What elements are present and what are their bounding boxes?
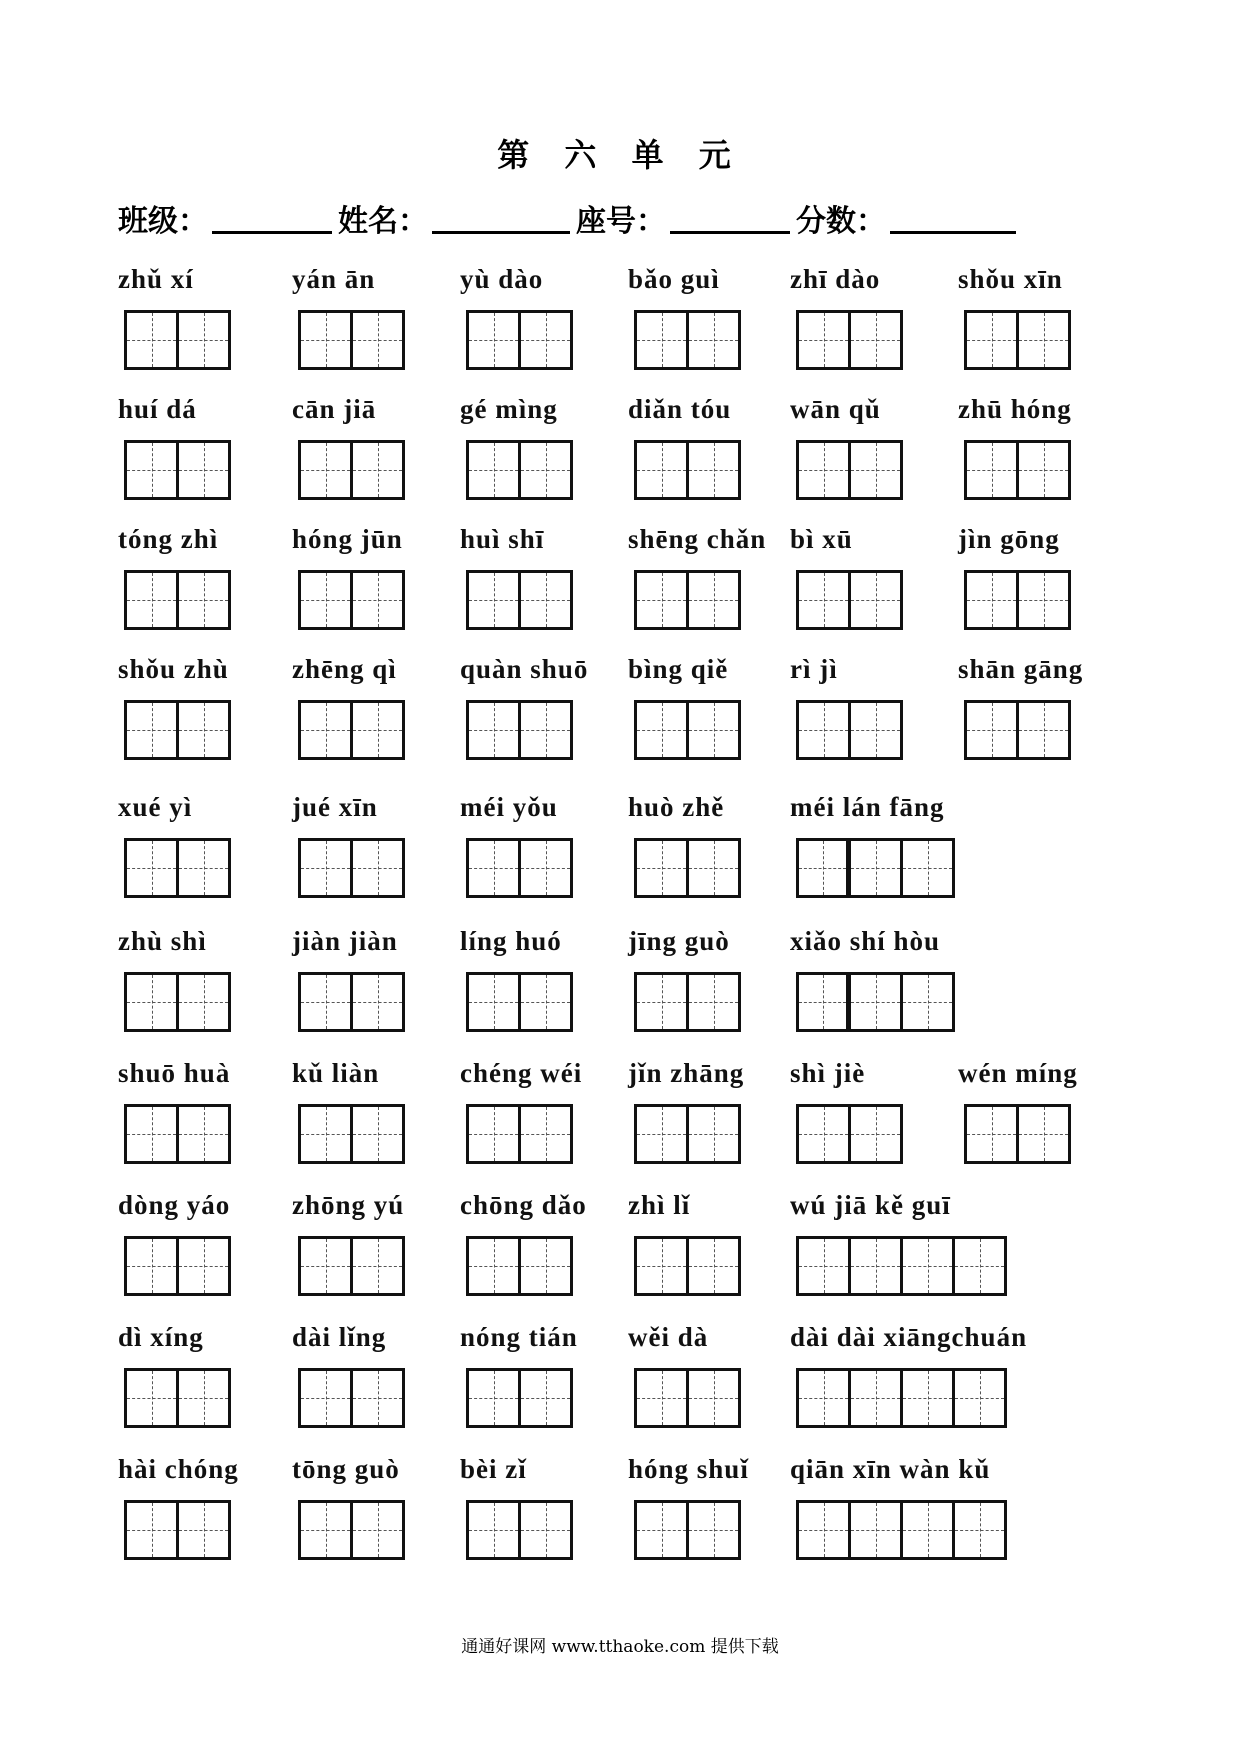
pinyin-label: xué yì — [118, 792, 193, 822]
fill-in-blank[interactable] — [432, 231, 570, 234]
pinyin-label: tóng zhì — [118, 524, 219, 554]
character-box[interactable] — [521, 1239, 573, 1293]
pinyin-label: xiǎo shí hòu — [790, 926, 941, 956]
pinyin-label: shuō huà — [118, 1058, 231, 1088]
character-box[interactable] — [799, 313, 851, 367]
pinyin-label: jǐn zhāng — [628, 1058, 745, 1088]
pinyin-label: bèi zǐ — [460, 1454, 527, 1484]
writing-grid[interactable] — [634, 1236, 741, 1296]
writing-grid[interactable] — [796, 1236, 1007, 1296]
pinyin-label: jué xīn — [292, 792, 378, 822]
pinyin-label: yù dào — [460, 264, 544, 294]
info-field-label: 分数： — [796, 204, 886, 239]
pinyin-label: quàn shuō — [460, 654, 589, 684]
character-box[interactable] — [469, 573, 521, 627]
writing-grid[interactable] — [964, 700, 1071, 760]
writing-grid[interactable] — [796, 1104, 903, 1164]
character-box[interactable] — [1019, 1107, 1071, 1161]
character-box[interactable] — [301, 703, 353, 757]
character-box[interactable] — [179, 313, 231, 367]
writing-grid[interactable] — [796, 310, 903, 370]
character-box[interactable] — [955, 1239, 1007, 1293]
pinyin-label: bǎo guì — [628, 264, 720, 294]
character-box[interactable] — [637, 975, 689, 1029]
writing-grid[interactable] — [634, 1368, 741, 1428]
character-box[interactable] — [689, 573, 741, 627]
writing-grid[interactable] — [634, 310, 741, 370]
character-box[interactable] — [689, 1371, 741, 1425]
character-box[interactable] — [1019, 573, 1071, 627]
character-box[interactable] — [521, 1107, 573, 1161]
character-box[interactable] — [469, 313, 521, 367]
writing-grid[interactable] — [124, 1368, 231, 1428]
writing-grid[interactable] — [466, 1104, 573, 1164]
pinyin-label: wān qǔ — [790, 394, 881, 424]
writing-grid[interactable] — [298, 1500, 405, 1560]
pinyin-label: cān jiā — [292, 394, 377, 424]
character-box[interactable] — [353, 313, 405, 367]
writing-grid[interactable] — [298, 440, 405, 500]
pinyin-label: dòng yáo — [118, 1190, 231, 1220]
character-box[interactable] — [637, 1371, 689, 1425]
character-box[interactable] — [689, 841, 741, 895]
pinyin-label: huí dá — [118, 394, 197, 424]
character-box[interactable] — [353, 975, 405, 1029]
character-box[interactable] — [469, 1503, 521, 1557]
character-box[interactable] — [469, 443, 521, 497]
character-box[interactable] — [851, 703, 903, 757]
info-field — [118, 196, 338, 240]
character-box[interactable] — [967, 1107, 1019, 1161]
writing-grid[interactable] — [466, 310, 573, 370]
character-box[interactable] — [353, 573, 405, 627]
character-box[interactable] — [1019, 703, 1071, 757]
character-box[interactable] — [469, 1371, 521, 1425]
writing-grid[interactable] — [964, 1104, 1071, 1164]
writing-grid[interactable] — [466, 570, 573, 630]
pinyin-label: shì jiè — [790, 1058, 866, 1088]
character-box[interactable] — [967, 703, 1019, 757]
character-box[interactable] — [903, 1503, 955, 1557]
writing-grid[interactable] — [634, 570, 741, 630]
character-box[interactable] — [851, 975, 903, 1029]
writing-grid[interactable] — [964, 310, 1071, 370]
character-box[interactable] — [689, 443, 741, 497]
character-box[interactable] — [127, 573, 179, 627]
fill-in-blank[interactable] — [212, 231, 332, 234]
character-box[interactable] — [301, 313, 353, 367]
pinyin-label: jiàn jiàn — [292, 926, 398, 956]
info-field-label: 座号： — [576, 204, 666, 239]
writing-grid[interactable] — [796, 700, 903, 760]
writing-grid[interactable] — [298, 838, 405, 898]
writing-grid[interactable] — [298, 700, 405, 760]
character-box[interactable] — [851, 313, 903, 367]
writing-grid[interactable] — [964, 570, 1071, 630]
pinyin-label: tōng guò — [292, 1454, 400, 1484]
character-box[interactable] — [799, 1239, 851, 1293]
character-box[interactable] — [301, 975, 353, 1029]
character-box[interactable] — [127, 1107, 179, 1161]
character-box[interactable] — [637, 841, 689, 895]
character-box[interactable] — [689, 975, 741, 1029]
pinyin-label: shǒu xīn — [958, 264, 1063, 294]
writing-grid[interactable] — [124, 972, 231, 1032]
character-box[interactable] — [469, 1239, 521, 1293]
character-box[interactable] — [903, 1371, 955, 1425]
character-box[interactable] — [127, 1239, 179, 1293]
character-box[interactable] — [689, 1503, 741, 1557]
character-box[interactable] — [353, 1503, 405, 1557]
character-box[interactable] — [301, 573, 353, 627]
character-box[interactable] — [179, 841, 231, 895]
pinyin-label: hóng jūn — [292, 524, 403, 554]
character-box[interactable] — [637, 573, 689, 627]
character-box[interactable] — [851, 1371, 903, 1425]
character-box[interactable] — [689, 703, 741, 757]
writing-grid[interactable] — [124, 1236, 231, 1296]
page-title: 第 六 单 元 — [497, 136, 743, 174]
writing-grid[interactable] — [124, 310, 231, 370]
character-box[interactable] — [179, 1239, 231, 1293]
character-box[interactable] — [301, 841, 353, 895]
pinyin-label: qiān xīn wàn kǔ — [790, 1454, 991, 1484]
writing-grid[interactable] — [466, 972, 573, 1032]
pinyin-label: jìn gōng — [958, 524, 1060, 554]
character-box[interactable] — [179, 443, 231, 497]
info-field-label: 班级： — [118, 204, 208, 239]
fill-in-blank[interactable] — [890, 231, 1016, 234]
writing-grid[interactable] — [634, 440, 741, 500]
writing-grid[interactable] — [466, 838, 573, 898]
character-box[interactable] — [521, 573, 573, 627]
pinyin-label: wú jiā kě guī — [790, 1190, 951, 1220]
writing-grid[interactable] — [796, 1500, 1007, 1560]
character-box[interactable] — [179, 703, 231, 757]
info-field-label: 姓名： — [338, 204, 428, 239]
pinyin-label: gé mìng — [460, 394, 558, 424]
writing-grid[interactable] — [796, 440, 903, 500]
pinyin-label: dì xíng — [118, 1322, 204, 1352]
character-box[interactable] — [469, 1107, 521, 1161]
character-box[interactable] — [689, 1239, 741, 1293]
pinyin-label: rì jì — [790, 654, 838, 684]
character-box[interactable] — [469, 703, 521, 757]
writing-grid[interactable] — [298, 1368, 405, 1428]
character-box[interactable] — [903, 1239, 955, 1293]
writing-grid[interactable] — [796, 838, 955, 898]
character-box[interactable] — [851, 1503, 903, 1557]
pinyin-label: zhōng yú — [292, 1190, 405, 1220]
writing-grid[interactable] — [796, 570, 903, 630]
character-box[interactable] — [637, 1503, 689, 1557]
pinyin-label: yán ān — [292, 264, 376, 294]
character-box[interactable] — [353, 1239, 405, 1293]
character-box[interactable] — [1019, 443, 1071, 497]
character-box[interactable] — [301, 443, 353, 497]
character-box[interactable] — [799, 975, 851, 1029]
character-box[interactable] — [955, 1503, 1007, 1557]
character-box[interactable] — [521, 443, 573, 497]
footer-credit: 通通好课网 www.tthaoke.com 提供下载 — [461, 1637, 779, 1657]
pinyin-label: chōng dǎo — [460, 1190, 587, 1220]
pinyin-label: bì xū — [790, 524, 853, 554]
character-box[interactable] — [521, 703, 573, 757]
info-field — [338, 196, 576, 240]
character-box[interactable] — [903, 841, 955, 895]
character-box[interactable] — [637, 443, 689, 497]
student-info-line — [118, 196, 1128, 240]
character-box[interactable] — [127, 443, 179, 497]
character-box[interactable] — [521, 975, 573, 1029]
pinyin-label: dài dài xiāngchuán — [790, 1322, 1028, 1352]
character-box[interactable] — [637, 1239, 689, 1293]
pinyin-label: bìng qiě — [628, 654, 729, 684]
pinyin-label: méi yǒu — [460, 792, 558, 822]
character-box[interactable] — [799, 443, 851, 497]
character-box[interactable] — [301, 1503, 353, 1557]
character-box[interactable] — [179, 573, 231, 627]
writing-grid[interactable] — [634, 972, 741, 1032]
character-box[interactable] — [301, 1371, 353, 1425]
pinyin-label: hài chóng — [118, 1454, 239, 1484]
writing-grid[interactable] — [634, 700, 741, 760]
character-box[interactable] — [851, 573, 903, 627]
character-box[interactable] — [637, 313, 689, 367]
writing-grid[interactable] — [634, 1500, 741, 1560]
character-box[interactable] — [851, 1107, 903, 1161]
writing-grid[interactable] — [634, 1104, 741, 1164]
pinyin-label: dài lǐng — [292, 1322, 387, 1352]
character-box[interactable] — [903, 975, 955, 1029]
character-box[interactable] — [521, 1371, 573, 1425]
writing-grid[interactable] — [466, 1368, 573, 1428]
pinyin-label: zhǔ xí — [118, 264, 194, 294]
writing-grid[interactable] — [298, 310, 405, 370]
character-box[interactable] — [179, 1503, 231, 1557]
character-box[interactable] — [127, 1371, 179, 1425]
pinyin-label: chéng wéi — [460, 1058, 583, 1088]
character-box[interactable] — [851, 443, 903, 497]
writing-grid[interactable] — [796, 972, 955, 1032]
character-box[interactable] — [521, 841, 573, 895]
character-box[interactable] — [799, 703, 851, 757]
character-box[interactable] — [637, 1107, 689, 1161]
character-box[interactable] — [179, 1371, 231, 1425]
character-box[interactable] — [799, 1107, 851, 1161]
writing-grid[interactable] — [466, 1236, 573, 1296]
info-field — [796, 196, 1022, 240]
character-box[interactable] — [1019, 313, 1071, 367]
writing-grid[interactable] — [124, 1104, 231, 1164]
character-box[interactable] — [689, 1107, 741, 1161]
character-box[interactable] — [127, 841, 179, 895]
character-box[interactable] — [127, 975, 179, 1029]
character-box[interactable] — [301, 1239, 353, 1293]
writing-grid[interactable] — [796, 1368, 1007, 1428]
pinyin-label: kǔ liàn — [292, 1058, 380, 1088]
pinyin-label: huò zhě — [628, 792, 725, 822]
pinyin-label: zhù shì — [118, 926, 207, 956]
character-box[interactable] — [955, 1371, 1007, 1425]
writing-grid[interactable] — [466, 1500, 573, 1560]
character-box[interactable] — [469, 975, 521, 1029]
writing-grid[interactable] — [466, 440, 573, 500]
character-box[interactable] — [353, 443, 405, 497]
writing-grid[interactable] — [124, 700, 231, 760]
writing-grid[interactable] — [298, 1104, 405, 1164]
character-box[interactable] — [521, 1503, 573, 1557]
pinyin-label: shān gāng — [958, 654, 1084, 684]
character-box[interactable] — [127, 1503, 179, 1557]
pinyin-label: zhì lǐ — [628, 1190, 691, 1220]
writing-grid[interactable] — [298, 972, 405, 1032]
pinyin-label: wěi dà — [628, 1322, 709, 1352]
character-box[interactable] — [637, 703, 689, 757]
pinyin-label: zhī dào — [790, 264, 881, 294]
writing-grid[interactable] — [124, 440, 231, 500]
info-field — [576, 196, 796, 240]
character-box[interactable] — [967, 573, 1019, 627]
writing-grid[interactable] — [124, 570, 231, 630]
pinyin-label: huì shī — [460, 524, 545, 554]
pinyin-label: shǒu zhù — [118, 654, 229, 684]
pinyin-label: méi lán fāng — [790, 792, 945, 822]
character-box[interactable] — [521, 313, 573, 367]
writing-grid[interactable] — [964, 440, 1071, 500]
character-box[interactable] — [689, 313, 741, 367]
writing-grid[interactable] — [298, 1236, 405, 1296]
character-box[interactable] — [799, 573, 851, 627]
pinyin-label: nóng tián — [460, 1322, 578, 1352]
pinyin-label: diǎn tóu — [628, 394, 732, 424]
character-box[interactable] — [967, 313, 1019, 367]
character-box[interactable] — [469, 841, 521, 895]
writing-grid[interactable] — [466, 700, 573, 760]
pinyin-label: shēng chǎn — [628, 524, 767, 554]
fill-in-blank[interactable] — [670, 231, 790, 234]
character-box[interactable] — [353, 1371, 405, 1425]
character-box[interactable] — [179, 1107, 231, 1161]
character-box[interactable] — [353, 1107, 405, 1161]
character-box[interactable] — [353, 703, 405, 757]
character-box[interactable] — [967, 443, 1019, 497]
writing-grid[interactable] — [124, 838, 231, 898]
character-box[interactable] — [353, 841, 405, 895]
pinyin-label: líng huó — [460, 926, 562, 956]
character-box[interactable] — [799, 1371, 851, 1425]
pinyin-label: wén míng — [958, 1058, 1078, 1088]
character-box[interactable] — [179, 975, 231, 1029]
pinyin-label: zhū hóng — [958, 394, 1072, 424]
character-box[interactable] — [799, 841, 851, 895]
character-box[interactable] — [127, 313, 179, 367]
writing-grid[interactable] — [124, 1500, 231, 1560]
pinyin-label: zhēng qì — [292, 654, 397, 684]
character-box[interactable] — [851, 1239, 903, 1293]
character-box[interactable] — [851, 841, 903, 895]
writing-grid[interactable] — [298, 570, 405, 630]
pinyin-label: jīng guò — [628, 926, 730, 956]
writing-grid[interactable] — [634, 838, 741, 898]
character-box[interactable] — [301, 1107, 353, 1161]
character-box[interactable] — [127, 703, 179, 757]
pinyin-label: hóng shuǐ — [628, 1454, 749, 1484]
character-box[interactable] — [799, 1503, 851, 1557]
